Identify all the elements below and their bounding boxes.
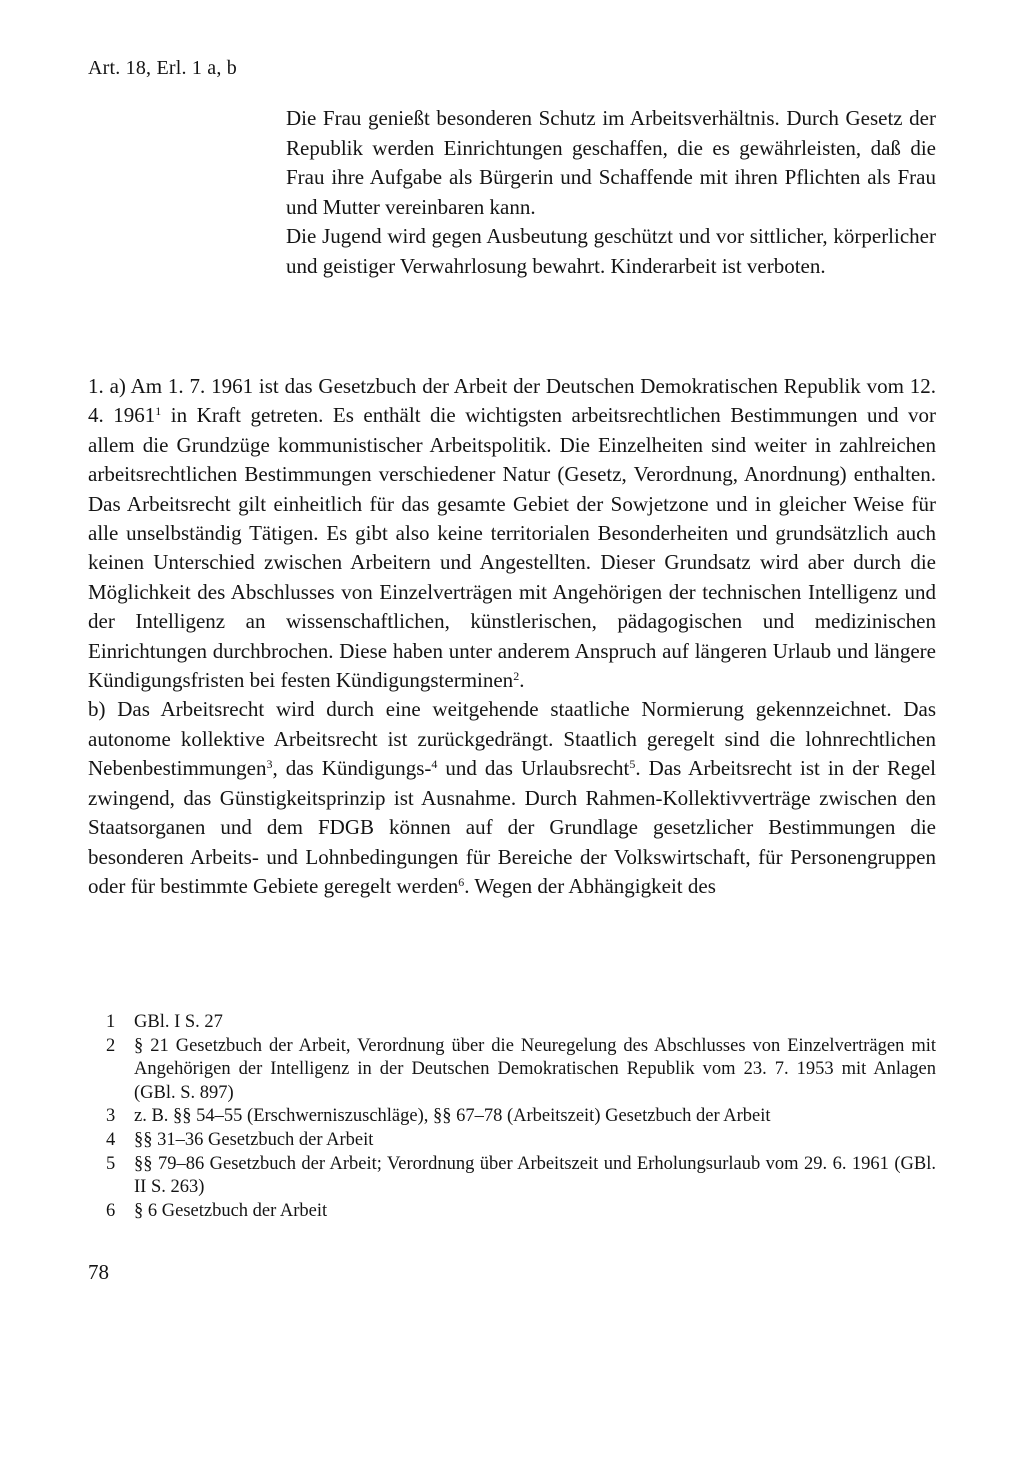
footnote-item	[106, 1011, 936, 1035]
text-run: und das Urlaubsrecht	[437, 756, 630, 781]
footnote-ref-4: 4	[431, 757, 438, 772]
footnote-number: 3	[106, 1106, 116, 1127]
footnote-number: 5	[106, 1153, 116, 1174]
footnote-number: 2	[106, 1035, 116, 1056]
text-run: , das Kündigungs-	[272, 756, 432, 781]
footnote-number: 4	[106, 1129, 116, 1150]
footnote-ref-3: 3	[266, 757, 273, 772]
footnote-item	[106, 1200, 936, 1224]
text-run: in Kraft getreten. Es enthält die wichtigsten arbeitsrechtlichen Bestimmungen und vor allem die Grundzüge kommunistischer Arbeitspolitik. Die Einzelheiten sind weiter in zahlreichen arbeitsrechtlichen Bestimmungen verschiedener Natur (Gesetz, Verordnung, Anordnung) enthalten. Das Arbeitsrecht gilt einheitlich für das gesamte Gebiet der Sowjetzone und in gleicher Weise für alle unselbständig Tätigen. Es gibt also keine territorialen Besonderheiten und grundsätzlich auch keinen Unterschied zwischen Arbeitern und Angestellten. Dieser Grundsatz wird aber durch die Möglichkeit des Abschlusses von Einzelverträgen mit Angehörigen der technischen Intelligenz und der Intelligenz an wissenschaftlichen, künstlerischen, pädagogischen und medizinischen Einrichtungen durchbrochen. Diese haben unter anderem Anspruch auf längeren Urlaub und längere Kündigungsfristen bei festen Kündigungsterminen	[88, 403, 937, 693]
footnote-number: 1	[106, 1012, 116, 1032]
footnote-ref-1: 1	[155, 404, 162, 419]
text-run: b) Das Arbeitsrecht wird durch eine weitgehende staatliche Normierung gekennzeichnet. Das autonome kollektive Arbeitsrecht ist zurückgedrängt. Staatlich geregelt sind die lohnrechtlichen Nebenbestimmungen	[88, 697, 936, 781]
text-run: . Wegen der Abhängigkeit des	[464, 873, 716, 898]
article-text-block	[286, 104, 936, 282]
footnote-text: § 21 Gesetzbuch der Arbeit, Verordnung über die Neuregelung des Abschlusses von Einzelverträgen mit Angehörigen der Intelligenz in der Deutschen Demokratischen Republik vom 23. 7. 1953 mit Anlagen (GBl. S. 897)	[134, 1035, 936, 1103]
footnote-number: 6	[106, 1200, 116, 1221]
footnote-text: GBl. I S. 27	[134, 1012, 223, 1032]
footnote-ref-6: 6	[458, 874, 465, 889]
footnote-ref-5: 5	[629, 757, 636, 772]
footnote-text: §§ 79–86 Gesetzbuch der Arbeit; Verordnung über Arbeitszeit und Erholungsurlaub vom 29. 6. 1961 (GBl. II S. 263)	[134, 1153, 936, 1198]
footnote-list	[106, 1011, 936, 1223]
page-number: 78	[88, 1260, 109, 1284]
footnote-item	[106, 1035, 936, 1106]
footnote-item	[106, 1129, 936, 1153]
footnote-ref-2: 2	[513, 669, 520, 684]
footnote-text: z. B. §§ 54–55 (Erschwerniszuschläge), §§ 67–78 (Arbeitszeit) Gesetzbuch der Arbeit	[134, 1106, 771, 1127]
article-paragraph: Die Jugend wird gegen Ausbeutung geschützt und vor sittlicher, körperlicher und geistiger Verwahrlosung bewahrt. Kinderarbeit ist verboten.	[286, 224, 936, 278]
text-run: .	[519, 668, 525, 693]
footnote-text: § 6 Gesetzbuch der Arbeit	[134, 1200, 328, 1221]
text-run: . Das Arbeitsrecht ist in der Regel zwingend, das Günstigkeitsprinzip ist Ausnahme. Durch Rahmen-Kollektivverträge zwischen den Staatsorganen und dem FDGB können auf der Grundlage gesetzlicher Bestimmungen die besonderen Arbeits- und Lohnbedingungen für Bereiche der Volkswirtschaft, für Personengruppen oder für bestimmte Gebiete geregelt werden	[88, 756, 936, 898]
footnote-text: §§ 31–36 Gesetzbuch der Arbeit	[134, 1129, 374, 1150]
footnote-item	[106, 1105, 936, 1129]
commentary-paragraph-a	[88, 372, 936, 695]
footnote-item	[106, 1153, 936, 1200]
text-run: 1. a) Am 1. 7. 1961 ist das Gesetzbuch der Arbeit der Deutschen Demokratischen Republik vom 12. 4. 1961	[88, 374, 936, 428]
commentary-paragraph-b	[88, 695, 936, 901]
running-head: Art. 18, Erl. 1 a, b	[88, 57, 237, 79]
article-paragraph: Die Frau genießt besonderen Schutz im Arbeitsverhältnis. Durch Gesetz der Republik werden Einrichtungen geschaffen, die es gewährleisten, daß die Frau ihre Aufgabe als Bürgerin und Schaffende mit ihren Pflichten als Frau und Mutter vereinbaren kann.	[286, 106, 936, 219]
commentary-block	[88, 372, 936, 901]
